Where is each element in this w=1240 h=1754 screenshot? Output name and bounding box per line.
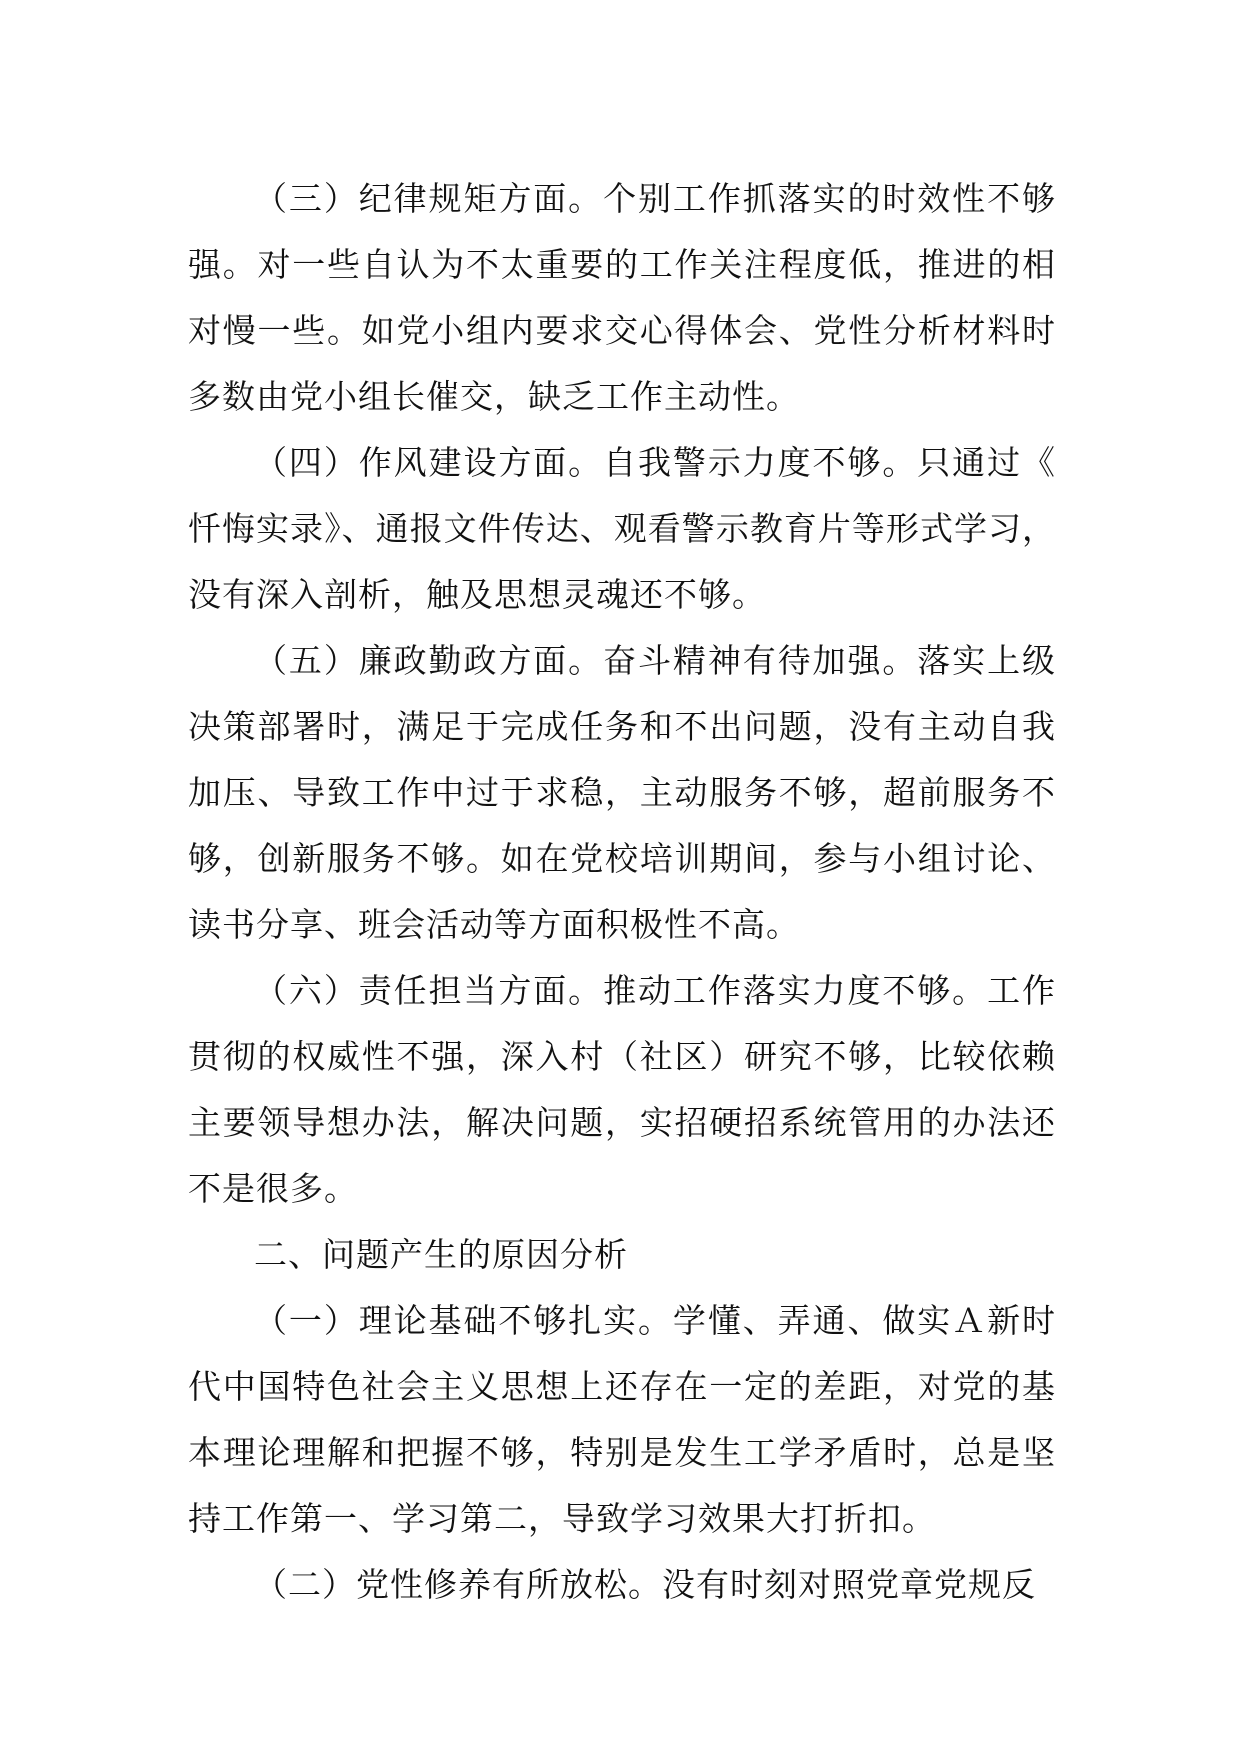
paragraph-work-style: （四）作风建设方面。自我警示力度不够。只通过《忏悔实录》、通报文件传达、观看警示教育片等形式学习，没有深入剖析，触及思想灵魂还不够。 bbox=[188, 443, 1056, 614]
paragraph-theoretical-foundation: （一）理论基础不够扎实。学懂、弄通、做实Ａ新时代中国特色社会主义思想上还存在一定的差距，对党的基本理论理解和把握不够，特别是发生工学矛盾时，总是坚持工作第一、学习第二，导致学习效果大打折扣。 bbox=[188, 1301, 1056, 1538]
section-heading-cause-analysis: 二、问题产生的原因分析 bbox=[254, 1235, 628, 1274]
paragraph-party-cultivation: （二）党性修养有所放松。没有时刻对照党章党规反 bbox=[254, 1565, 1036, 1604]
paragraph-discipline-rules: （三）纪律规矩方面。个别工作抓落实的时效性不够强。对一些自认为不太重要的工作关注程度低，推进的相对慢一些。如党小组内要求交心得体会、党性分析材料时多数由党小组长催交，缺乏工作主动性。 bbox=[188, 179, 1056, 416]
paragraph-responsibility: （六）责任担当方面。推动工作落实力度不够。工作贯彻的权威性不强，深入村（社区）研究不够，比较依赖主要领导想办法，解决问题，实招硬招系统管用的办法还不是很多。 bbox=[188, 971, 1056, 1208]
document-body bbox=[188, 166, 1056, 1618]
paragraph-integrity-diligence: （五）廉政勤政方面。奋斗精神有待加强。落实上级决策部署时，满足于完成任务和不出问题，没有主动自我加压、导致工作中过于求稳，主动服务不够，超前服务不够，创新服务不够。如在党校培训期间，参与小组讨论、读书分享、班会活动等方面积极性不高。 bbox=[188, 641, 1056, 944]
